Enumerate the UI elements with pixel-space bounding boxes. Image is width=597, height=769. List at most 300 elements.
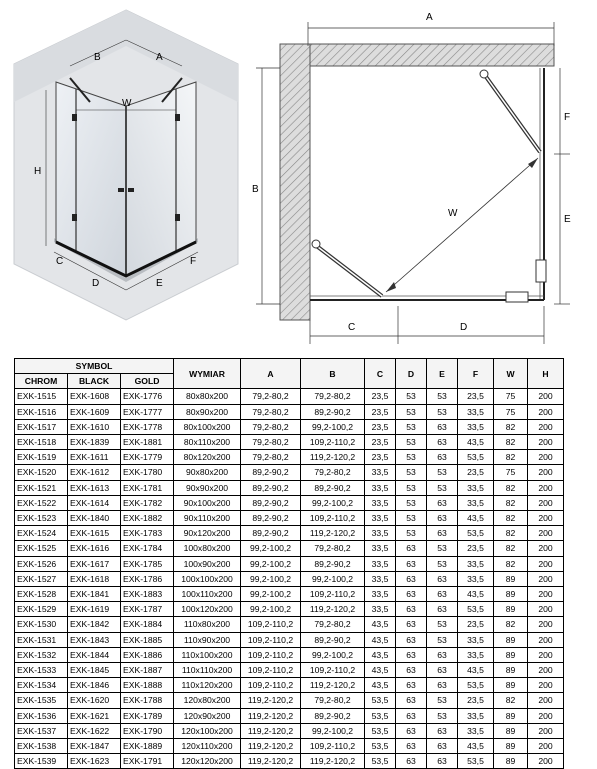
cell-b: 89,2-90,2 [301, 404, 365, 419]
cell-a: 119,2-120,2 [241, 754, 301, 769]
cell-h: 200 [528, 450, 564, 465]
cell-h: 200 [528, 404, 564, 419]
cell-d: 53 [396, 526, 427, 541]
cell-e: 63 [427, 435, 458, 450]
header-wymiar: WYMIAR [174, 359, 241, 389]
cell-w: 89 [494, 571, 528, 586]
cell-d: 53 [396, 404, 427, 419]
cell-e: 63 [427, 723, 458, 738]
cell-a: 119,2-120,2 [241, 739, 301, 754]
cell-chrom: EXK-1539 [15, 754, 68, 769]
cell-h: 200 [528, 495, 564, 510]
cell-black: EXK-1617 [68, 556, 121, 571]
cell-e: 63 [427, 663, 458, 678]
cell-a: 99,2-100,2 [241, 571, 301, 586]
cell-e: 63 [427, 754, 458, 769]
plan-label-w: W [448, 208, 458, 219]
cell-w: 82 [494, 495, 528, 510]
cell-c: 33,5 [365, 571, 396, 586]
cell-w: 82 [494, 693, 528, 708]
cell-e: 63 [427, 587, 458, 602]
cell-c: 53,5 [365, 723, 396, 738]
cell-gold: EXK-1785 [121, 556, 174, 571]
cell-f: 53,5 [458, 678, 494, 693]
cell-chrom: EXK-1517 [15, 419, 68, 434]
cell-w: 89 [494, 754, 528, 769]
cell-c: 33,5 [365, 480, 396, 495]
cell-h: 200 [528, 617, 564, 632]
cell-f: 33,5 [458, 495, 494, 510]
cell-b: 89,2-90,2 [301, 632, 365, 647]
cell-e: 53 [427, 465, 458, 480]
cell-black: EXK-1839 [68, 435, 121, 450]
cell-h: 200 [528, 389, 564, 404]
cell-e: 53 [427, 708, 458, 723]
cell-black: EXK-1619 [68, 602, 121, 617]
cell-w: 89 [494, 587, 528, 602]
cell-b: 79,2-80,2 [301, 465, 365, 480]
cell-b: 109,2-110,2 [301, 663, 365, 678]
cell-w: 75 [494, 389, 528, 404]
cell-e: 63 [427, 678, 458, 693]
cell-a: 79,2-80,2 [241, 389, 301, 404]
cell-f: 33,5 [458, 632, 494, 647]
cell-a: 99,2-100,2 [241, 587, 301, 602]
cell-d: 53 [396, 389, 427, 404]
header-chrom: CHROM [15, 374, 68, 389]
plan-label-f: F [564, 112, 571, 123]
cell-c: 43,5 [365, 632, 396, 647]
cell-f: 43,5 [458, 587, 494, 602]
cell-b: 109,2-110,2 [301, 739, 365, 754]
cell-f: 53,5 [458, 754, 494, 769]
cell-d: 63 [396, 693, 427, 708]
cell-gold: EXK-1886 [121, 647, 174, 662]
cell-f: 53,5 [458, 526, 494, 541]
cell-gold: EXK-1881 [121, 435, 174, 450]
cell-a: 99,2-100,2 [241, 541, 301, 556]
cell-h: 200 [528, 526, 564, 541]
cell-b: 119,2-120,2 [301, 526, 365, 541]
cell-d: 63 [396, 754, 427, 769]
cell-d: 63 [396, 556, 427, 571]
cell-c: 33,5 [365, 465, 396, 480]
cell-b: 109,2-110,2 [301, 587, 365, 602]
cell-e: 63 [427, 602, 458, 617]
cell-chrom: EXK-1528 [15, 587, 68, 602]
cell-d: 63 [396, 617, 427, 632]
cell-d: 63 [396, 663, 427, 678]
cell-gold: EXK-1781 [121, 480, 174, 495]
cell-gold: EXK-1778 [121, 419, 174, 434]
header-b: B [301, 359, 365, 389]
cell-e: 53 [427, 693, 458, 708]
cell-black: EXK-1623 [68, 754, 121, 769]
table-row [15, 708, 564, 723]
cell-wymiar: 120x110x200 [174, 739, 241, 754]
cell-f: 53,5 [458, 450, 494, 465]
table-row [15, 754, 564, 769]
cell-a: 109,2-110,2 [241, 678, 301, 693]
cell-d: 53 [396, 435, 427, 450]
iso-label-f: F [190, 256, 197, 267]
cell-c: 53,5 [365, 739, 396, 754]
cell-w: 89 [494, 739, 528, 754]
cell-a: 109,2-110,2 [241, 663, 301, 678]
iso-label-d: D [92, 278, 100, 289]
cell-e: 53 [427, 389, 458, 404]
cell-c: 33,5 [365, 602, 396, 617]
cell-wymiar: 110x80x200 [174, 617, 241, 632]
cell-w: 89 [494, 647, 528, 662]
cell-h: 200 [528, 723, 564, 738]
cell-d: 53 [396, 480, 427, 495]
cell-d: 63 [396, 647, 427, 662]
plan-label-c: C [348, 322, 356, 333]
cell-black: EXK-1847 [68, 739, 121, 754]
cell-c: 53,5 [365, 754, 396, 769]
cell-e: 63 [427, 450, 458, 465]
cell-black: EXK-1840 [68, 511, 121, 526]
cell-black: EXK-1610 [68, 419, 121, 434]
cell-gold: EXK-1782 [121, 495, 174, 510]
cell-black: EXK-1620 [68, 693, 121, 708]
cell-b: 99,2-100,2 [301, 723, 365, 738]
cell-f: 53,5 [458, 602, 494, 617]
table-row [15, 571, 564, 586]
cell-a: 89,2-90,2 [241, 526, 301, 541]
cell-f: 33,5 [458, 404, 494, 419]
table-row [15, 526, 564, 541]
cell-w: 82 [494, 526, 528, 541]
cell-black: EXK-1611 [68, 450, 121, 465]
header-black: BLACK [68, 374, 121, 389]
cell-black: EXK-1608 [68, 389, 121, 404]
cell-f: 33,5 [458, 708, 494, 723]
cell-e: 53 [427, 556, 458, 571]
cell-black: EXK-1846 [68, 678, 121, 693]
cell-a: 79,2-80,2 [241, 404, 301, 419]
cell-w: 75 [494, 465, 528, 480]
cell-c: 43,5 [365, 647, 396, 662]
cell-b: 99,2-100,2 [301, 495, 365, 510]
cell-e: 63 [427, 739, 458, 754]
cell-w: 75 [494, 404, 528, 419]
cell-a: 109,2-110,2 [241, 647, 301, 662]
table-row [15, 739, 564, 754]
cell-e: 63 [427, 571, 458, 586]
cell-chrom: EXK-1523 [15, 511, 68, 526]
cell-d: 63 [396, 708, 427, 723]
cell-chrom: EXK-1529 [15, 602, 68, 617]
cell-c: 33,5 [365, 541, 396, 556]
cell-gold: EXK-1788 [121, 693, 174, 708]
cell-e: 53 [427, 632, 458, 647]
cell-f: 33,5 [458, 480, 494, 495]
cell-gold: EXK-1784 [121, 541, 174, 556]
cell-wymiar: 100x100x200 [174, 571, 241, 586]
cell-d: 53 [396, 419, 427, 434]
cell-f: 33,5 [458, 419, 494, 434]
cell-c: 23,5 [365, 450, 396, 465]
cell-b: 99,2-100,2 [301, 571, 365, 586]
cell-black: EXK-1613 [68, 480, 121, 495]
table-row [15, 465, 564, 480]
isometric-enclosure-drawing [10, 6, 242, 324]
cell-h: 200 [528, 632, 564, 647]
cell-black: EXK-1843 [68, 632, 121, 647]
cell-wymiar: 80x80x200 [174, 389, 241, 404]
cell-gold: EXK-1887 [121, 663, 174, 678]
table-row [15, 389, 564, 404]
cell-h: 200 [528, 571, 564, 586]
cell-c: 33,5 [365, 526, 396, 541]
cell-gold: EXK-1889 [121, 739, 174, 754]
cell-f: 33,5 [458, 571, 494, 586]
cell-b: 119,2-120,2 [301, 602, 365, 617]
cell-chrom: EXK-1518 [15, 435, 68, 450]
cell-w: 82 [494, 419, 528, 434]
cell-w: 82 [494, 556, 528, 571]
cell-b: 79,2-80,2 [301, 617, 365, 632]
cell-gold: EXK-1790 [121, 723, 174, 738]
cell-d: 63 [396, 587, 427, 602]
cell-chrom: EXK-1516 [15, 404, 68, 419]
cell-f: 43,5 [458, 511, 494, 526]
cell-wymiar: 110x90x200 [174, 632, 241, 647]
cell-chrom: EXK-1525 [15, 541, 68, 556]
cell-f: 43,5 [458, 739, 494, 754]
table-row [15, 587, 564, 602]
cell-c: 53,5 [365, 708, 396, 723]
table-row [15, 495, 564, 510]
cell-d: 63 [396, 739, 427, 754]
cell-f: 43,5 [458, 435, 494, 450]
cell-chrom: EXK-1524 [15, 526, 68, 541]
cell-b: 89,2-90,2 [301, 480, 365, 495]
cell-w: 82 [494, 450, 528, 465]
dimensions-table [14, 358, 564, 769]
cell-gold: EXK-1888 [121, 678, 174, 693]
cell-gold: EXK-1789 [121, 708, 174, 723]
header-e: E [427, 359, 458, 389]
cell-c: 23,5 [365, 419, 396, 434]
cell-f: 23,5 [458, 617, 494, 632]
cell-gold: EXK-1783 [121, 526, 174, 541]
cell-black: EXK-1842 [68, 617, 121, 632]
cell-h: 200 [528, 511, 564, 526]
cell-e: 53 [427, 404, 458, 419]
cell-a: 89,2-90,2 [241, 480, 301, 495]
table-row [15, 693, 564, 708]
cell-f: 23,5 [458, 465, 494, 480]
header-w: W [494, 359, 528, 389]
cell-w: 89 [494, 708, 528, 723]
cell-gold: EXK-1885 [121, 632, 174, 647]
cell-d: 63 [396, 571, 427, 586]
table-row [15, 617, 564, 632]
cell-black: EXK-1612 [68, 465, 121, 480]
cell-d: 63 [396, 632, 427, 647]
header-f: F [458, 359, 494, 389]
header-a: A [241, 359, 301, 389]
cell-wymiar: 100x120x200 [174, 602, 241, 617]
cell-wymiar: 100x90x200 [174, 556, 241, 571]
cell-chrom: EXK-1535 [15, 693, 68, 708]
cell-h: 200 [528, 587, 564, 602]
plan-label-e: E [564, 214, 571, 225]
cell-wymiar: 110x120x200 [174, 678, 241, 693]
cell-wymiar: 120x100x200 [174, 723, 241, 738]
cell-black: EXK-1841 [68, 587, 121, 602]
cell-chrom: EXK-1530 [15, 617, 68, 632]
cell-chrom: EXK-1536 [15, 708, 68, 723]
table-row [15, 602, 564, 617]
cell-b: 119,2-120,2 [301, 678, 365, 693]
cell-c: 23,5 [365, 389, 396, 404]
cell-wymiar: 90x120x200 [174, 526, 241, 541]
cell-b: 89,2-90,2 [301, 556, 365, 571]
cell-wymiar: 90x100x200 [174, 495, 241, 510]
cell-wymiar: 90x90x200 [174, 480, 241, 495]
cell-f: 23,5 [458, 389, 494, 404]
cell-a: 79,2-80,2 [241, 435, 301, 450]
cell-h: 200 [528, 678, 564, 693]
table-body [15, 389, 564, 769]
cell-a: 89,2-90,2 [241, 465, 301, 480]
cell-w: 82 [494, 435, 528, 450]
cell-e: 53 [427, 617, 458, 632]
cell-f: 33,5 [458, 723, 494, 738]
cell-black: EXK-1844 [68, 647, 121, 662]
cell-e: 63 [427, 419, 458, 434]
cell-e: 63 [427, 511, 458, 526]
cell-a: 119,2-120,2 [241, 693, 301, 708]
iso-label-c: C [56, 256, 64, 267]
cell-chrom: EXK-1515 [15, 389, 68, 404]
cell-gold: EXK-1883 [121, 587, 174, 602]
cell-wymiar: 110x110x200 [174, 663, 241, 678]
cell-black: EXK-1616 [68, 541, 121, 556]
cell-h: 200 [528, 663, 564, 678]
cell-h: 200 [528, 556, 564, 571]
table-row [15, 723, 564, 738]
table-row [15, 450, 564, 465]
table-row [15, 541, 564, 556]
cell-f: 33,5 [458, 647, 494, 662]
cell-chrom: EXK-1522 [15, 495, 68, 510]
table-row [15, 511, 564, 526]
cell-d: 53 [396, 511, 427, 526]
cell-f: 23,5 [458, 693, 494, 708]
cell-h: 200 [528, 739, 564, 754]
cell-black: EXK-1609 [68, 404, 121, 419]
header-symbol: SYMBOL [15, 359, 174, 374]
cell-b: 119,2-120,2 [301, 450, 365, 465]
cell-chrom: EXK-1532 [15, 647, 68, 662]
header-c: C [365, 359, 396, 389]
cell-wymiar: 120x90x200 [174, 708, 241, 723]
cell-a: 109,2-110,2 [241, 617, 301, 632]
plan-label-a: A [426, 12, 433, 23]
cell-e: 63 [427, 647, 458, 662]
cell-c: 23,5 [365, 435, 396, 450]
cell-wymiar: 90x110x200 [174, 511, 241, 526]
header-h: H [528, 359, 564, 389]
cell-black: EXK-1845 [68, 663, 121, 678]
cell-wymiar: 80x100x200 [174, 419, 241, 434]
cell-black: EXK-1618 [68, 571, 121, 586]
cell-c: 43,5 [365, 663, 396, 678]
iso-label-w: W [122, 98, 132, 109]
cell-b: 89,2-90,2 [301, 708, 365, 723]
cell-h: 200 [528, 647, 564, 662]
cell-f: 43,5 [458, 663, 494, 678]
cell-a: 89,2-90,2 [241, 511, 301, 526]
cell-gold: EXK-1882 [121, 511, 174, 526]
plan-label-b: B [252, 184, 259, 195]
cell-h: 200 [528, 419, 564, 434]
table-row [15, 663, 564, 678]
cell-a: 109,2-110,2 [241, 632, 301, 647]
cell-a: 79,2-80,2 [241, 450, 301, 465]
cell-h: 200 [528, 602, 564, 617]
cell-wymiar: 120x120x200 [174, 754, 241, 769]
cell-wymiar: 80x90x200 [174, 404, 241, 419]
cell-d: 63 [396, 723, 427, 738]
cell-chrom: EXK-1520 [15, 465, 68, 480]
cell-w: 89 [494, 602, 528, 617]
cell-c: 33,5 [365, 511, 396, 526]
iso-label-b: B [94, 52, 101, 63]
cell-e: 63 [427, 526, 458, 541]
cell-wymiar: 120x80x200 [174, 693, 241, 708]
cell-b: 99,2-100,2 [301, 647, 365, 662]
cell-a: 119,2-120,2 [241, 723, 301, 738]
cell-e: 53 [427, 541, 458, 556]
cell-chrom: EXK-1534 [15, 678, 68, 693]
cell-d: 63 [396, 541, 427, 556]
cell-chrom: EXK-1538 [15, 739, 68, 754]
cell-c: 33,5 [365, 587, 396, 602]
cell-w: 89 [494, 663, 528, 678]
cell-gold: EXK-1786 [121, 571, 174, 586]
cell-a: 79,2-80,2 [241, 419, 301, 434]
cell-b: 109,2-110,2 [301, 435, 365, 450]
table-row [15, 556, 564, 571]
cell-h: 200 [528, 465, 564, 480]
cell-d: 53 [396, 465, 427, 480]
table-row [15, 632, 564, 647]
table-row [15, 480, 564, 495]
cell-e: 63 [427, 495, 458, 510]
cell-b: 119,2-120,2 [301, 754, 365, 769]
cell-chrom: EXK-1537 [15, 723, 68, 738]
cell-w: 82 [494, 511, 528, 526]
cell-h: 200 [528, 754, 564, 769]
cell-wymiar: 80x120x200 [174, 450, 241, 465]
cell-b: 79,2-80,2 [301, 389, 365, 404]
cell-w: 89 [494, 632, 528, 647]
cell-h: 200 [528, 480, 564, 495]
cell-wymiar: 110x100x200 [174, 647, 241, 662]
cell-d: 63 [396, 602, 427, 617]
cell-a: 99,2-100,2 [241, 556, 301, 571]
cell-f: 33,5 [458, 556, 494, 571]
iso-label-a: A [156, 52, 163, 63]
cell-w: 82 [494, 480, 528, 495]
cell-c: 43,5 [365, 617, 396, 632]
